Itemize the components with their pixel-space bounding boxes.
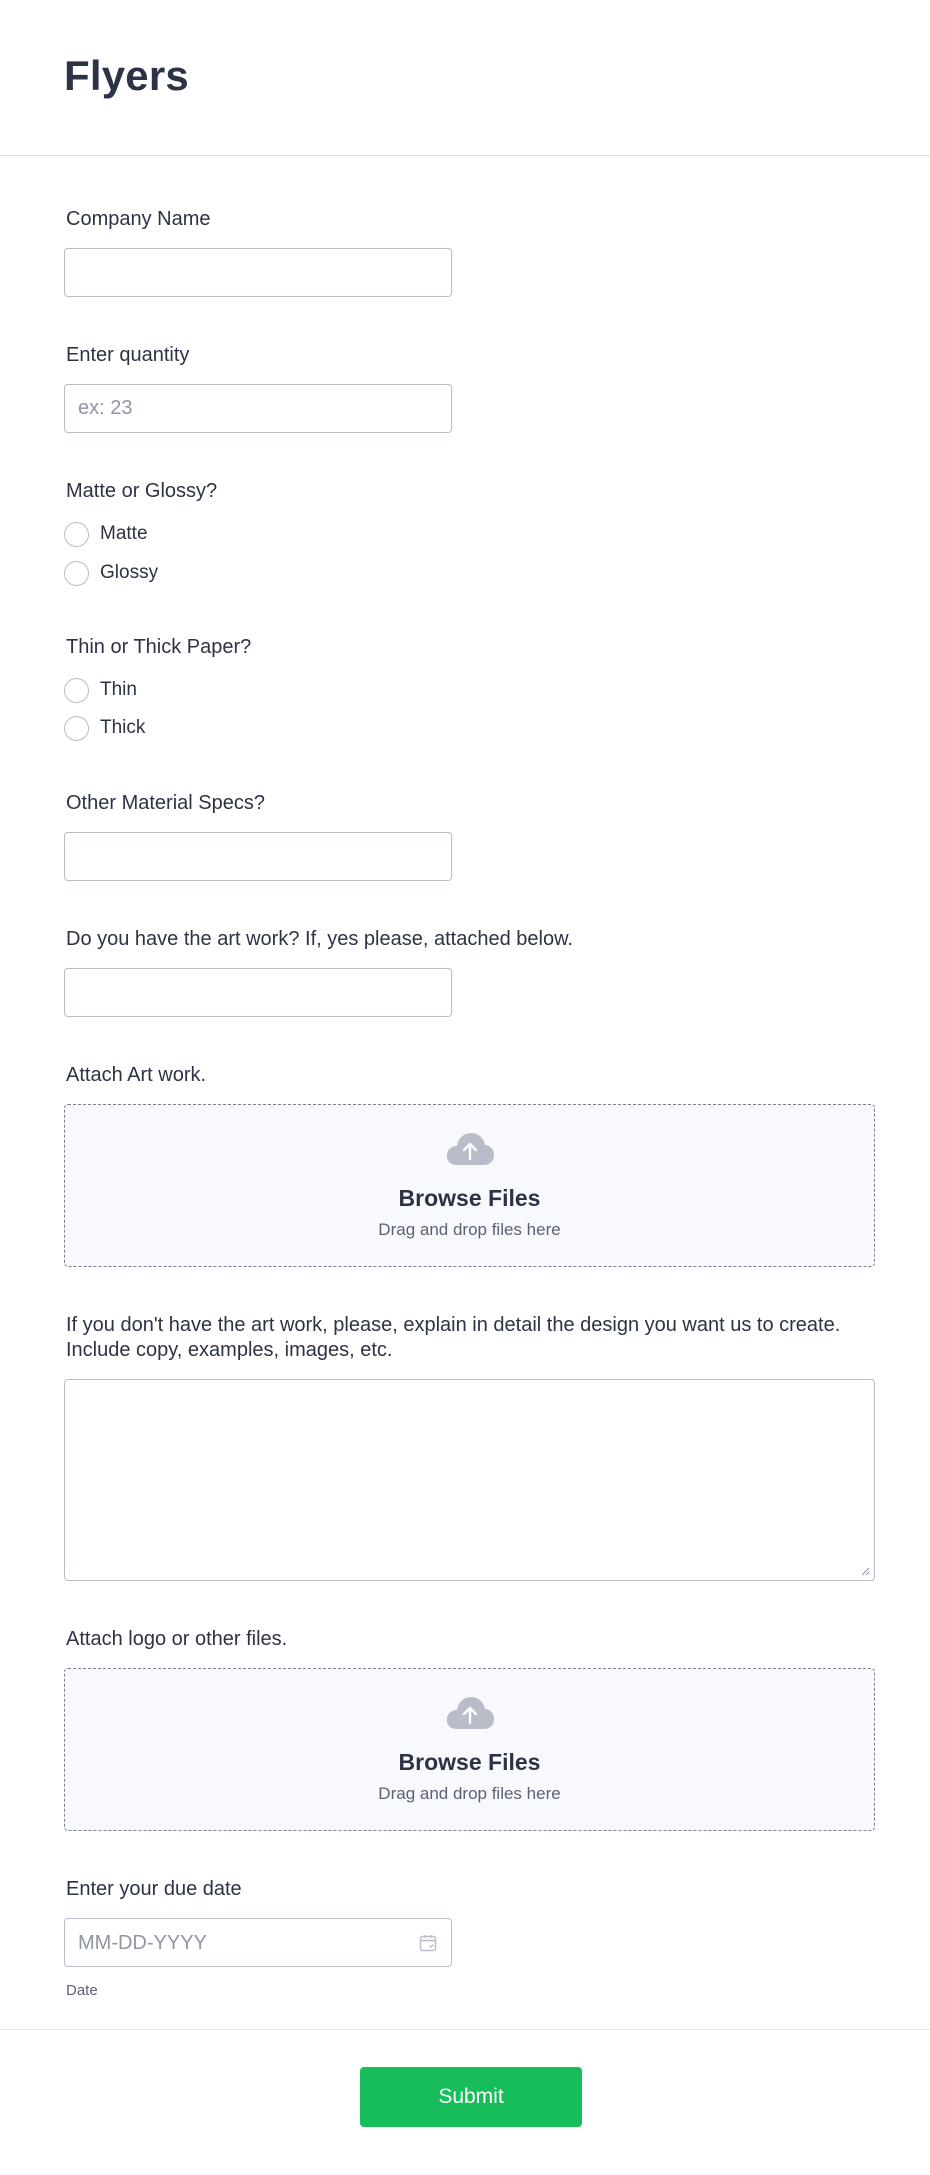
radio-label: Matte [100, 523, 148, 544]
browse-files-button[interactable]: Browse Files [398, 1185, 541, 1211]
company-name-label: Company Name [66, 208, 211, 230]
radio-option-glossy[interactable] [64, 560, 158, 586]
finish-label: Matte or Glossy? [66, 480, 218, 502]
radio-option-matte[interactable] [64, 521, 148, 547]
due-date-label: Enter your due date [66, 1878, 242, 1900]
quantity-label: Enter quantity [66, 344, 190, 366]
resize-grip-icon[interactable] [860, 1566, 870, 1576]
flyer-order-form [0, 156, 930, 2108]
radio-label: Thin [100, 679, 137, 700]
attach-logo-label: Attach logo or other files. [66, 1628, 288, 1650]
cloud-upload-icon [445, 1695, 495, 1731]
design-details-textarea[interactable] [64, 1379, 875, 1581]
has-artwork-label: Do you have the art work? If, yes please, attached below. [66, 928, 573, 950]
radio-label: Thick [100, 717, 146, 738]
paper-label: Thin or Thick Paper? [66, 636, 252, 658]
browse-files-button[interactable]: Browse Files [398, 1749, 541, 1775]
radio-option-thin[interactable] [64, 677, 137, 703]
radio-button[interactable] [64, 522, 89, 547]
company-name-input[interactable] [64, 248, 452, 297]
radio-button[interactable] [64, 716, 89, 741]
radio-label: Glossy [100, 562, 159, 583]
attach-artwork-label: Attach Art work. [66, 1064, 207, 1086]
cloud-upload-icon [445, 1131, 495, 1167]
due-date-placeholder: MM-DD-YYYY [78, 1932, 207, 1954]
calendar-icon[interactable] [419, 1934, 437, 1952]
quantity-input[interactable] [64, 384, 452, 433]
radio-button[interactable] [64, 678, 89, 703]
other-specs-label: Other Material Specs? [66, 792, 265, 814]
radio-option-thick[interactable] [64, 715, 145, 741]
drag-drop-hint: Drag and drop files here [378, 1220, 561, 1239]
design-details-label: If you don't have the art work, please, explain in detail the design you want us to create. Include copy, examples, images, etc. [66, 1314, 841, 1361]
form-header [0, 0, 930, 156]
has-artwork-input[interactable] [64, 968, 452, 1017]
radio-button[interactable] [64, 561, 89, 586]
due-date-input[interactable] [64, 1918, 452, 1967]
other-specs-input[interactable] [64, 832, 452, 881]
artwork-upload-dropzone[interactable] [64, 1104, 875, 1267]
submit-button[interactable]: Submit [360, 2067, 582, 2127]
logo-upload-dropzone[interactable] [64, 1668, 875, 1831]
page-title: Flyers [64, 52, 189, 99]
footer-divider [0, 2029, 930, 2030]
drag-drop-hint: Drag and drop files here [378, 1784, 561, 1803]
due-date-sublabel: Date [66, 1982, 98, 1999]
